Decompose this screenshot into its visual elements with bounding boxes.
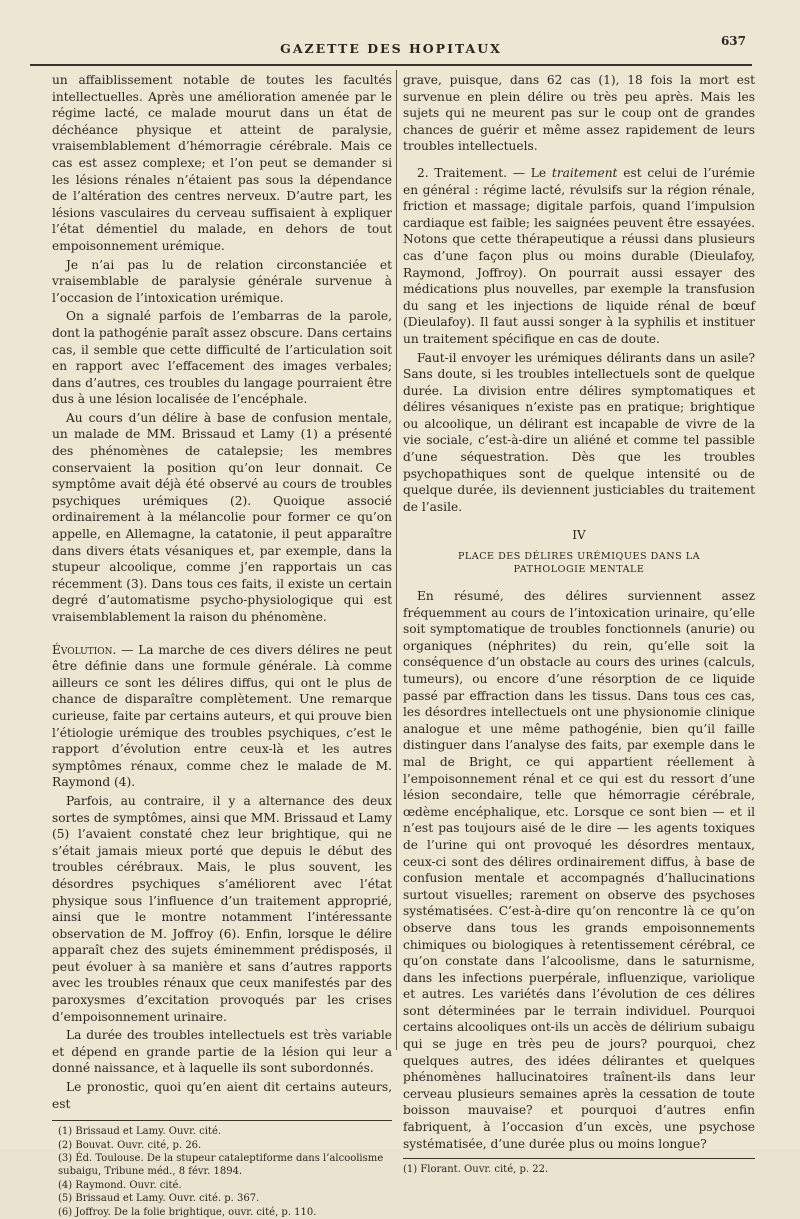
spacer [52, 628, 392, 642]
footnote-rule [403, 1158, 755, 1159]
section-title: PLACE DES DÉLIRES URÉMIQUES DANS LA PATHOLOGIE MENTALE [457, 551, 701, 576]
left-column [52, 72, 392, 1219]
section-number: IV [572, 528, 586, 543]
footnote: (5) Brissaud et Lamy. Ouvr. cité. p. 367. [58, 1193, 260, 1205]
right-column [403, 72, 755, 1176]
traitement-text: est celui de l’urémie en général : régime lacté, révulsifs sur la région rénale, friction et massage; digitale parfois, quand l’impulsion cardiaque est faible; les saignées peuvent être essayées. Notons que cette thérapeutique a réussi dans plusieurs cas d’une façon plus ou moins durable (Dieulafoy, Raymond, Joffroy). On pourrait aussi essayer des médications plus nouvelles, par exemple la transfusion du sang et les injections de liquide rénal de bœuf (Dieulafoy). Il faut aussi songer à la syphilis et instituer un traitement spécifique en cas de doute. [403, 165, 755, 346]
footnote: (4) Raymond. Ouvr. cité. [58, 1179, 182, 1191]
footnote: (3) Éd. Toulouse. De la stupeur cataleptiforme dans l’alcoolisme subaigu, Tribune méd., 8 févr. 1894. [58, 1153, 384, 1178]
page-number: 637 [720, 34, 746, 48]
footnote: (1) Brissaud et Lamy. Ouvr. cité. [58, 1126, 222, 1138]
paragraph: Le pronostic, quoi qu’en aient dit certains auteurs, est [52, 1080, 392, 1111]
footnotes [52, 1120, 392, 1219]
header-rule [30, 64, 752, 66]
footnote: (1) Florant. Ouvr. cité, p. 22. [403, 1164, 549, 1176]
page-header [30, 34, 752, 60]
paragraph: On a signalé parfois de l’embarras de la parole, dont la pathogénie paraît assez obscure. Dans certains cas, il semble que cette difficulté de l’articulation soit en rapport avec l’effacement des images verbales; dans d’autres, ces troubles du langage pourraient être dus à une lésion localisée de l’encéphale. [52, 309, 392, 407]
paragraph: un affaiblissement notable de toutes les facultés intellectuelles. Après une amélioration amenée par le régime lacté, ce malade mourut dans un état de déchéance physique et atteint de paralysie, vraisemblablement d’hémorragie cérébrale. Mais ce cas est assez complexe; et l’on peut se demander si les lésions rénales n’étaient pas sous la dépendance de l’altération des centres nerveux. D’autre part, les lésions vasculaires du cerveau suffisaient à expliquer l’état démentiel du malade, en dehors de tout empoisonnement urémique. [52, 73, 392, 253]
paragraph: La durée des troubles intellectuels est très variable et dépend en grande partie de la lésion qui leur a donné naissance, et à laquelle ils sont subordonnés. [52, 1028, 392, 1076]
footnotes [403, 1158, 755, 1176]
paragraph: Au cours d’un délire à base de confusion mentale, un malade de MM. Brissaud et Lamy (1) a présenté des phénomènes de catalepsie; les membres conservaient la position qu’on leur donnait. Ce symptôme avait déjà été observé au cours de troubles psychiques urémiques (2). Quoique associé ordinairement à la mélancolie pour former ce qu’on appelle, en Allemagne, la catatonie, il peut apparaître dans divers états vésaniques et, par exemple, dans la stupeur alcoolique, comme j’en rapportais un cas récemment (3). Dans tous ces faits, il existe un certain degré d’automatisme psycho-physiologique qui est vraisemblablement la raison du phénomène. [52, 410, 392, 624]
paragraph-evolution [52, 642, 392, 791]
journal-title: GAZETTE DES HOPITAUX [280, 41, 502, 56]
paragraph: Parfois, au contraire, il y a alternance des deux sortes de symptômes, ainsi que MM. Brissaud et Lamy (5) l’avaient constaté chez leur brightique, qui ne s’était jamais mieux porté que depuis le début des troubles cérébraux. Mais, le plus souvent, les désordres psychiques s’améliorent avec l’état physique sous l’influence d’un traitement approprié, ainsi que le montre notamment l’intéressante observation de M. Joffroy (6). Enfin, lorsque le délire apparaît chez des sujets éminemment prédisposés, il peut évoluer à sa manière et sans d’autres rapports avec les troubles rénaux que ceux manifestés par des paroxysmes d’excitation provoqués par les crises d’empoisonnement urinaire. [52, 793, 392, 1024]
column-divider [396, 70, 397, 1050]
paragraph: Je n’ai pas lu de relation circonstanciée et vraisemblable de paralysie générale survenue à l’occasion de l’intoxication urémique. [52, 257, 392, 305]
traitement-lead: 2. Traitement. — Le [417, 165, 552, 180]
paragraph: grave, puisque, dans 62 cas (1), 18 fois la mort est survenue en plein délire ou très peu après. Mais les sujets qui ne meurent pas sur le coup ont de grandes chances de guérir et même assez rapidement de leurs troubles intellectuels. [403, 73, 755, 154]
paragraph-traitement [403, 165, 755, 348]
footnote: (2) Bouvat. Ouvr. cité, p. 26. [58, 1139, 202, 1151]
evolution-text: — La marche de ces divers délires ne peut être définie dans une formule générale. Là comme ailleurs ce sont les délires diffus, qui ont le plus de chance de disparaître complètement. Une remarque curieuse, faite par certains auteurs, et qui prouve bien l’étiologie urémique des troubles psychiques, c’est le rapport d’évolution entre ceux-là et les autres symptômes rénaux, comme chez le malade de M. Raymond (4). [52, 642, 392, 790]
evolution-heading: Évolution. [52, 642, 117, 657]
paragraph: Faut-il envoyer les urémiques délirants dans un asile? Sans doute, si les troubles intellectuels sont de quelque durée. La division entre délires symptomatiques et délires vésaniques n’existe pas en pratique; brightique ou alcoolique, un délirant est incapable de vivre de la vie sociale, c’est-à-dire un aliéné et comme tel passible d’une séquestration. Dès que les troubles psychopathiques sont de quelque intensité ou de quelque durée, ils deviennent justiciables du traitement de l’asile. [403, 350, 755, 514]
footnote-rule [52, 1120, 392, 1121]
footnote: (6) Joffroy. De la folie brightique, ouvr. cité, p. 110. [58, 1206, 317, 1218]
paragraph: En résumé, des délires surviennent assez fréquemment au cours de l’intoxication urinaire, qu’elle soit symptomatique de troubles fonctionnels (anurie) ou organiques (néphrites) du rein, qu’elle soit la conséquence d’un obstacle au cours des urines (calculs, tumeurs), ou encore d’une résorption de ce liquide passé par effraction dans les tissus. Dans tous ces cas, les désordres intellectuels ont une physionomie clinique analogue et une même pathogénie, bien qu’il faille distinguer dans l’analyse des faits, par exemple dans le mal de Bright, ce qui appartient réellement à l’empoisonnement rénal et ce qui est du ressort d’une lésion secondaire, telle que hémorragie cérébrale, œdème encéphalique, etc. Lorsque ce sont bien — et il n’est pas toujours aisé de le dire — les agents toxiques de l’urine qui ont provoqué les désordres mentaux, ceux-ci sont des délires ordinairement diffus, à base de confusion mentale et accompagnés d’hallucinations surtout visuelles; rarement on observe des psychoses systématisées. C’est-à-dire qu’on rencontre là ce qu’on observe dans tous les grands empoisonnements chimiques ou biologiques à retentissement cérébral, ce qu’on constate dans l’alcoolisme, dans le saturnisme, dans les infections puerpérale, influenzique, variolique et autres. Les variétés dans l’évolution de ces délires sont déterminées par le terrain individuel. Pourquoi certains alcooliques ont-ils un accès de délirium subaigu qui se juge en très peu de jours? pourquoi, chez quelques autres, des idées délirantes et quelques phénomènes hallucinatoires traînent-ils dans leur cerveau plusieurs semaines après la cessation de toute boisson mauvaise? et pourquoi d’autres enfin fabriquent, à l’occasion d’un excès, une psychose systématisée, d’une durée plus ou moins longue? [403, 589, 755, 1151]
traitement-word: traitement [551, 165, 618, 180]
